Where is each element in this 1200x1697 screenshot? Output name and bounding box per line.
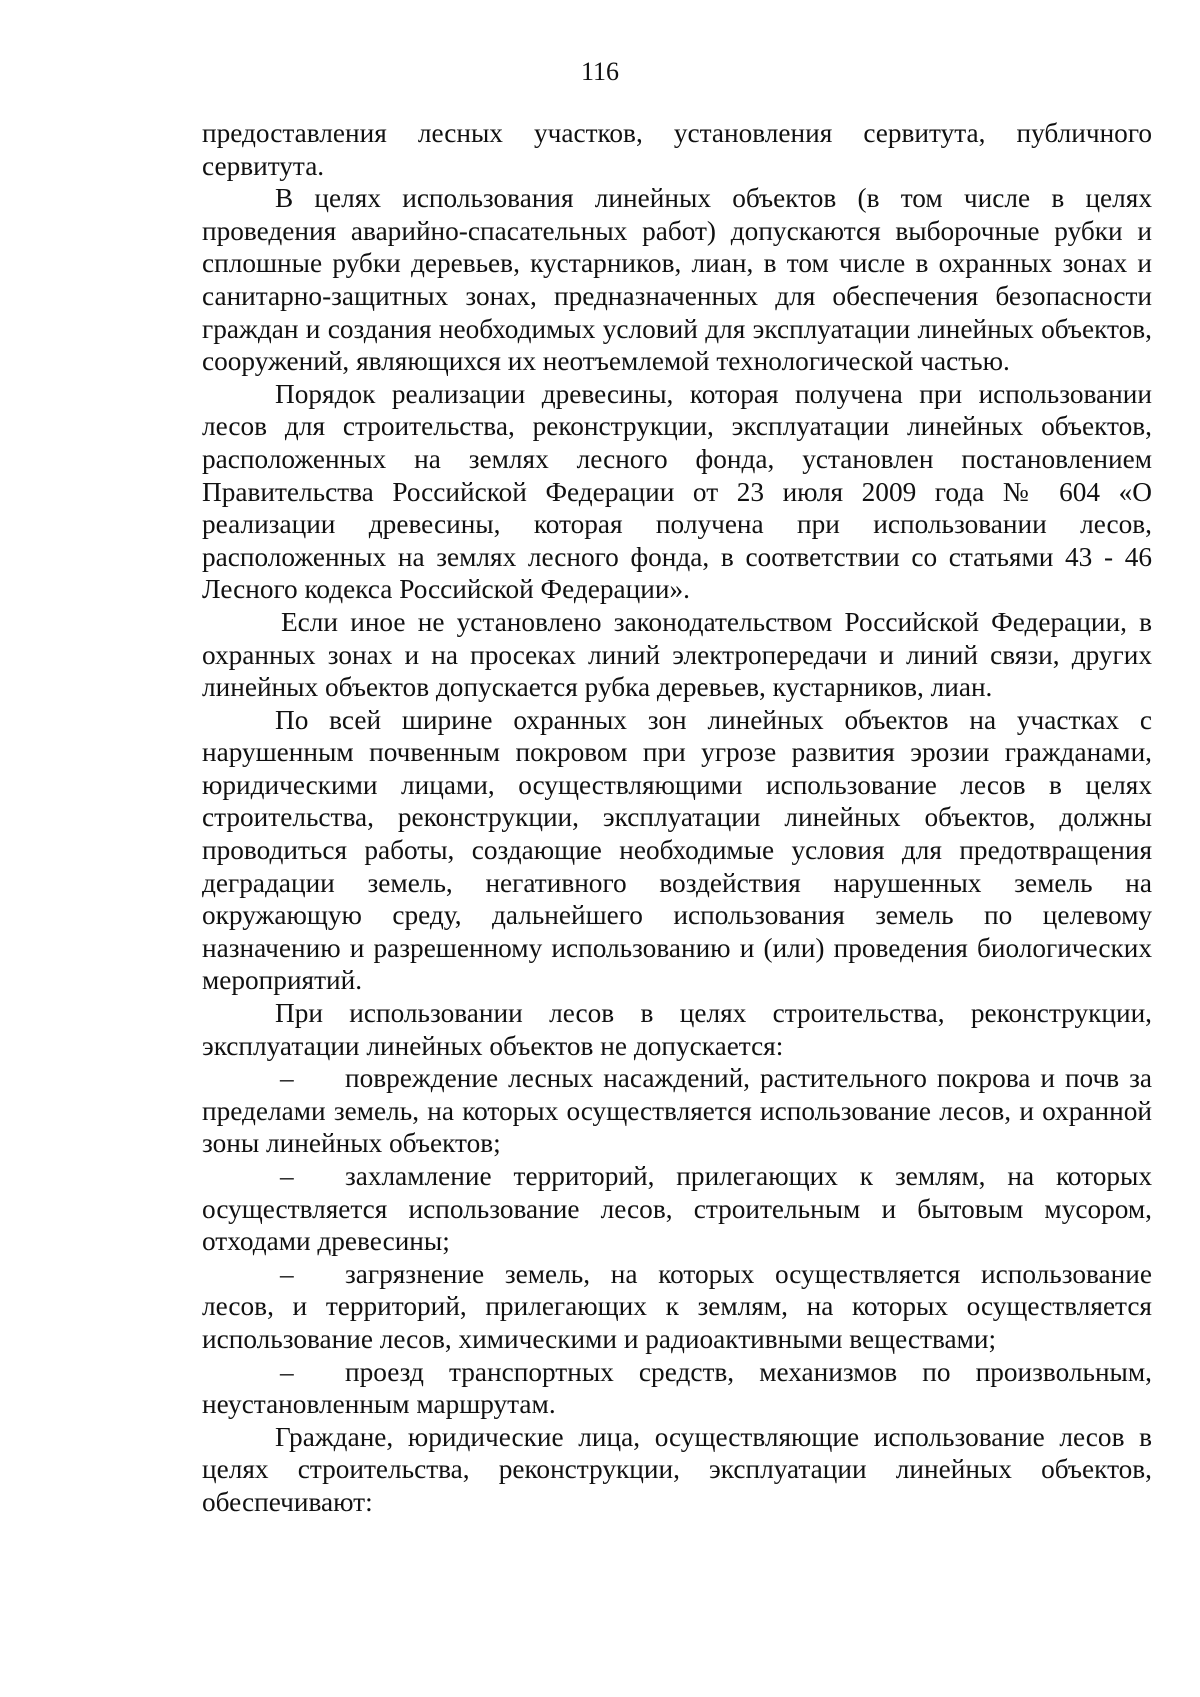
paragraph-linear-objects-felling: В целях использования линейных объектов (в том числе в целях проведения аварийно-спасательных работ) допускаются выборочные рубки и сплошные рубки деревьев, кустарников, лиан, в том числе в охранных зонах и санитарно-защитных зонах, предназначенных для обеспечения безопасности граждан и создания необходимых условий для эксплуатации линейных объектов, сооружений, являющихся их неотъемлемой технологической частью. — [202, 183, 1152, 377]
paragraph-timber-sale-procedure: Порядок реализации древесины, которая получена при использовании лесов для строительства, реконструкции, эксплуатации линейных объектов, расположенных на землях лесного фонда, установлен постановлением Правительства Российской Федерации от 23 июля 2009 года № 604 «О реализации древесины, которая получена при использовании лесов, расположенных на землях лесного фонда, в соответствии со статьями 43 - 46 Лесного кодекса Российской Федерации». — [202, 378, 1152, 605]
list-dash: – — [280, 1063, 294, 1094]
paragraph-erosion-works: По всей ширине охранных зон линейных объектов на участках с нарушенным почвенным покровом при угрозе развития эрозии гражданами, юридическими лицами, осуществляющими использование лесов в целях строительства, реконструкции, эксплуатации линейных объектов, должны проводиться работы, создающие необходимые условия для предотвращения деградации земель, негативного воздействия нарушенных земель на окружающую среду, дальнейшего использования земель по целевому назначению и разрешенному использованию и (или) проведения биологических мероприятий. — [202, 704, 1152, 996]
list-dash: – — [280, 1258, 294, 1289]
list-dash: – — [280, 1356, 294, 1387]
paragraph-protection-zones-felling: Если иное не установлено законодательством Российской Федерации, в охранных зонах и на просеках линий электропередачи и линий связи, других линейных объектов допускается рубка деревьев, кустарников, лиан. — [202, 606, 1152, 703]
list-item-text: проезд транспортных средств, механизмов по произвольным, неустановленным маршрутам. — [202, 1356, 1152, 1420]
list-item-text: захламление территорий, прилегающих к землям, на которых осуществляется использование лесов, строительным и бытовым мусором, отходами древесины; — [202, 1161, 1152, 1257]
page-number: 116 — [580, 57, 620, 86]
paragraph-prohibitions-intro: При использовании лесов в целях строительства, реконструкции, эксплуатации линейных объектов не допускается: — [202, 998, 1152, 1061]
list-dash: – — [280, 1161, 294, 1191]
list-item-text: повреждение лесных насаждений, растительного покрова и почв за пределами земель, на которых осуществляется использование лесов, и охранной зоны линейных объектов; — [202, 1063, 1152, 1159]
list-item — [202, 1356, 1152, 1421]
paragraph-obligations-intro: Граждане, юридические лица, осуществляющие использование лесов в целях строительства, реконструкции, эксплуатации линейных объектов, обеспечивают: — [202, 1421, 1152, 1517]
list-item — [202, 1062, 1152, 1160]
list-item — [202, 1258, 1152, 1356]
list-item-text: загрязнение земель, на которых осуществляется использование лесов, и территорий, прилегающих к землям, на которых осуществляется использование лесов, химическими и радиоактивными веществами; — [202, 1258, 1152, 1354]
paragraph-continuation: предоставления лесных участков, установления сервитута, публичного сервитута. — [202, 118, 1152, 181]
document-body — [202, 117, 1152, 1519]
list-item — [202, 1160, 1152, 1258]
